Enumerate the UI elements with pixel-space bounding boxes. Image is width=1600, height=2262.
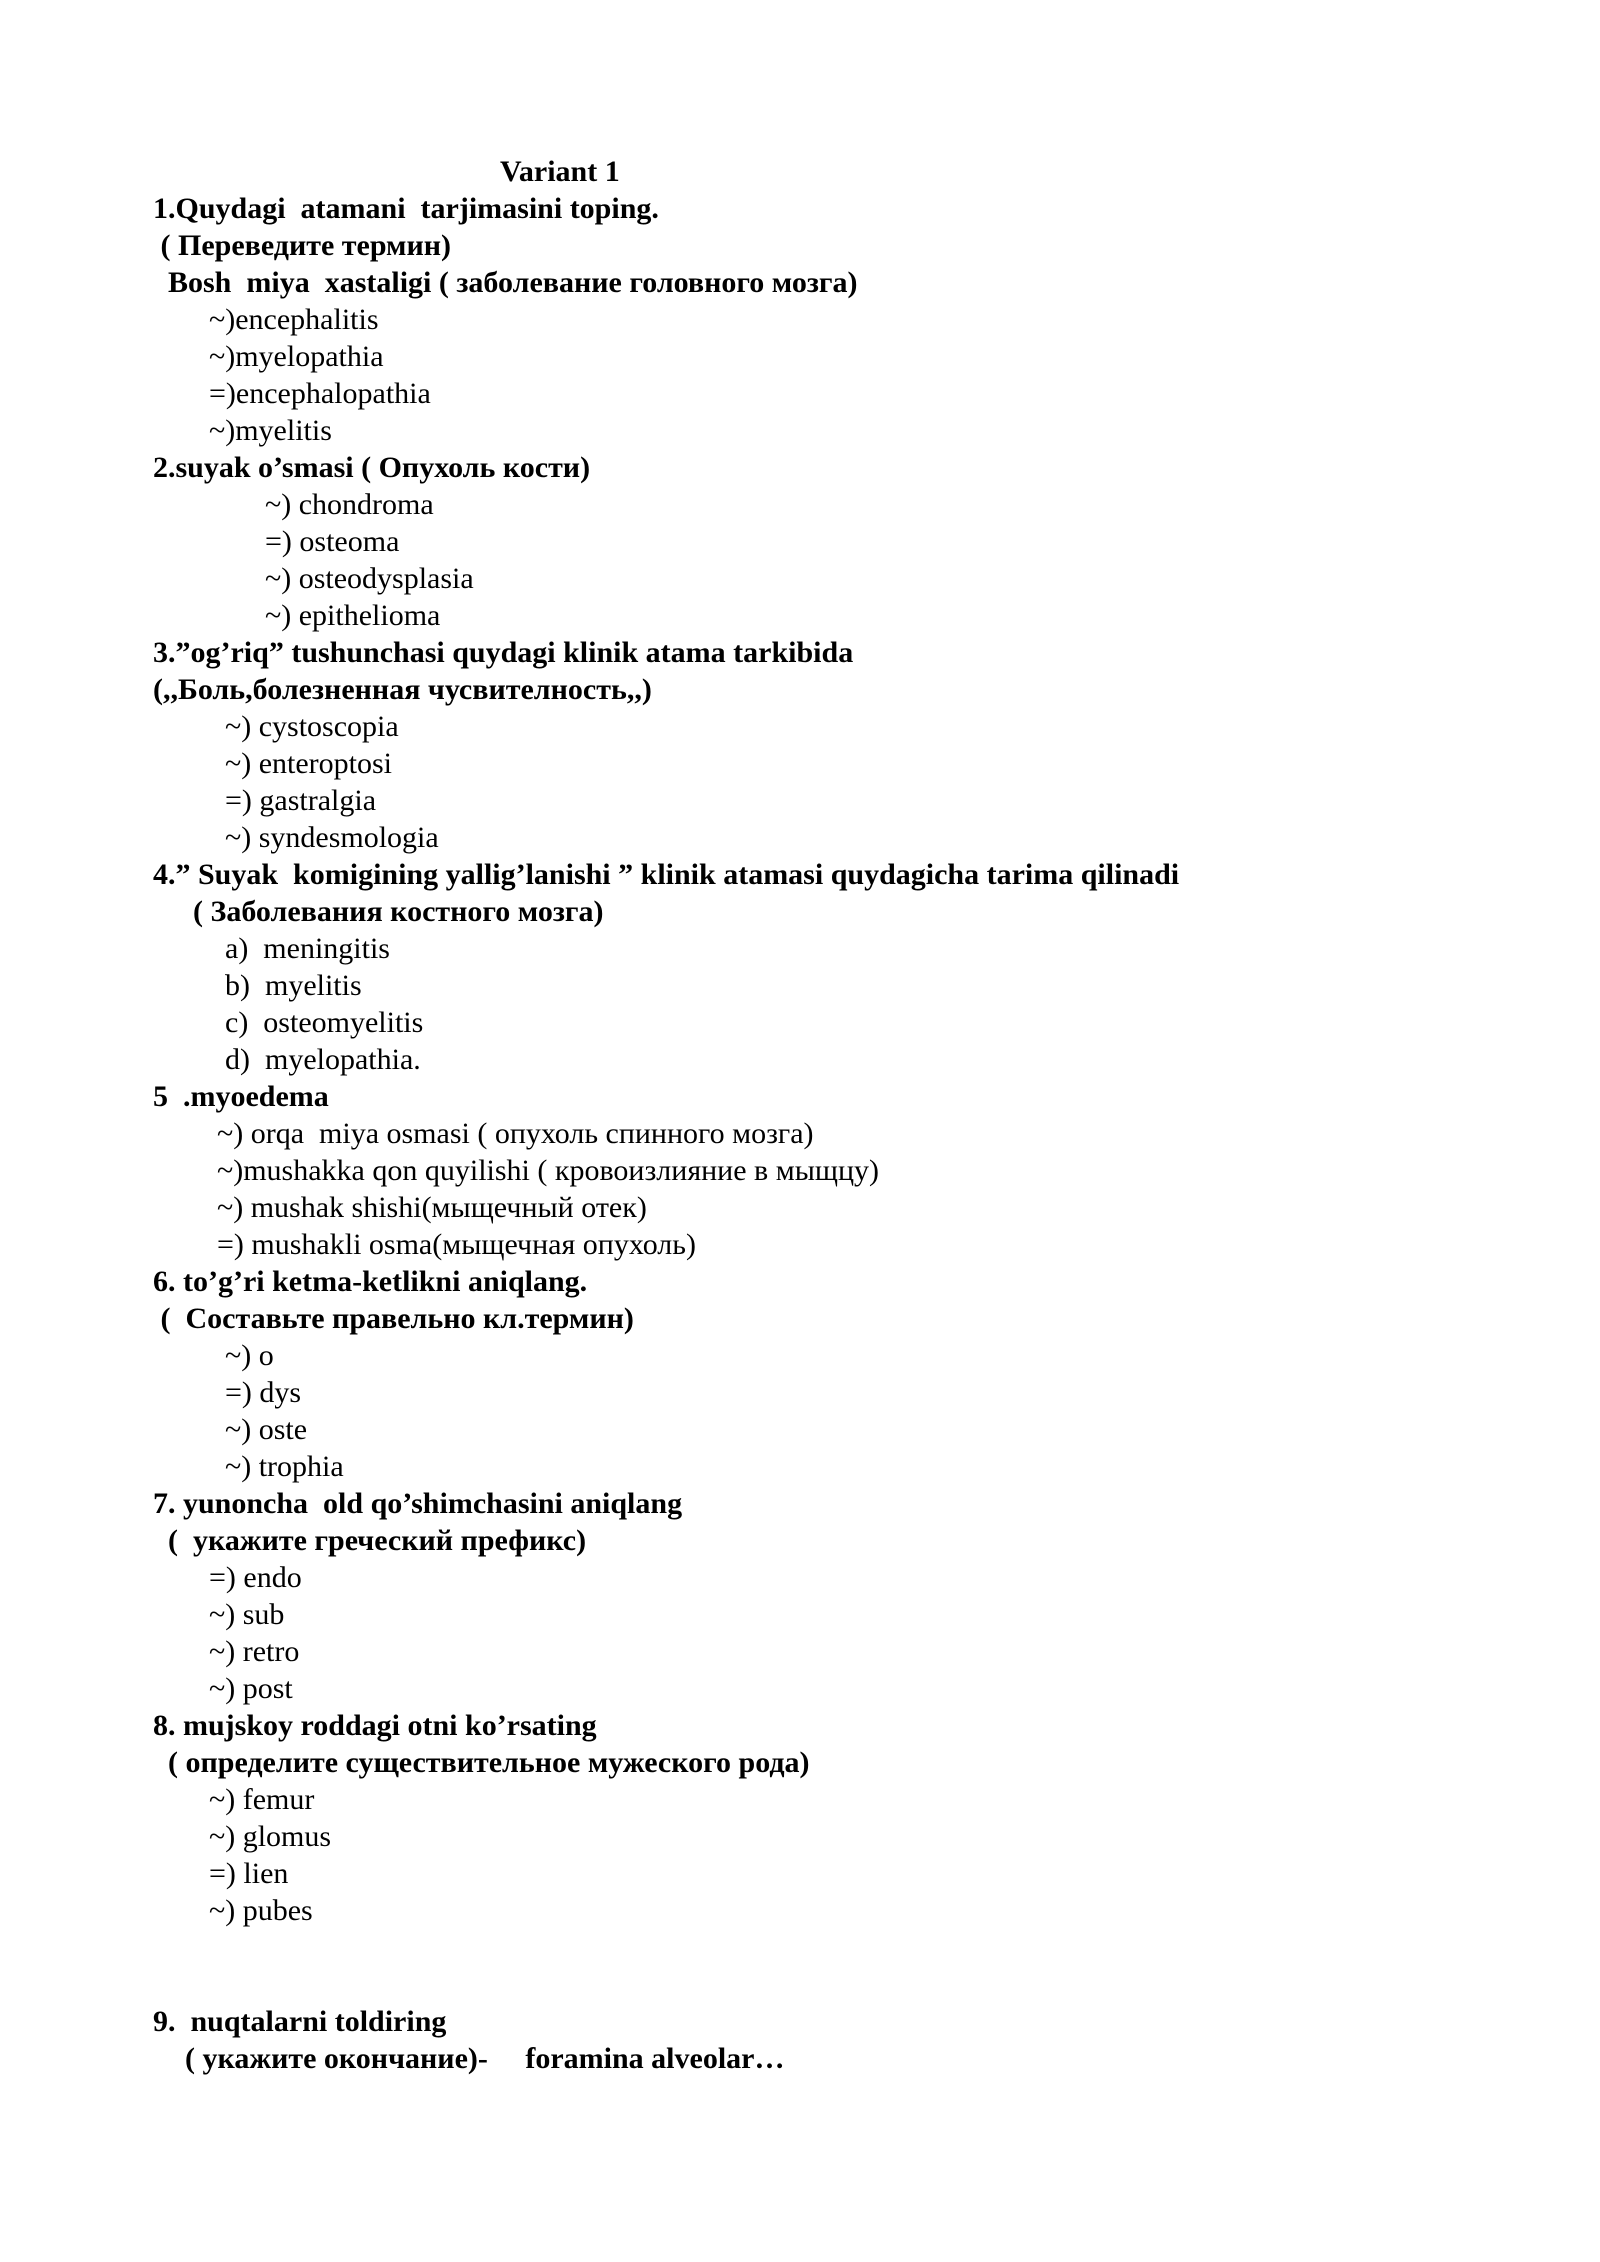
question-6-title: 6. to’g’ri ketma-ketlikni aniqlang.: [153, 1265, 588, 1298]
question-6-option: ~) trophia: [225, 1450, 344, 1483]
question-1-translation: ( Переведите термин): [153, 229, 452, 262]
question-3-option: ~) syndesmologia: [225, 821, 439, 854]
question-2-title: 2.suyak o’smasi ( Опухоль кости): [153, 451, 591, 484]
question-7-title: 7. yunoncha old qo’shimchasini aniqlang: [153, 1487, 683, 1520]
question-6-option: =) dys: [225, 1376, 302, 1409]
question-8-translation: ( определите существительное мужеского рода): [153, 1746, 810, 1779]
question-7-option: ~) sub: [209, 1598, 285, 1631]
question-3-title: 3.”og’riq” tushunchasi quydagi klinik atama tarkibida: [153, 636, 854, 669]
question-8-option: ~) pubes: [209, 1894, 313, 1927]
question-5-option: ~) mushak shishi(мыщечный отек): [217, 1191, 647, 1224]
question-8-option: ~) glomus: [209, 1820, 332, 1853]
question-4-translation: ( Заболевания костного мозга): [193, 895, 604, 928]
question-8-option: ~) femur: [209, 1783, 315, 1816]
question-3-option: ~) cystoscopia: [225, 710, 399, 743]
question-1-option: ~)encephalitis: [209, 303, 379, 336]
question-5-title: 5 .myoedema: [153, 1080, 329, 1113]
question-8-option: =) lien: [209, 1857, 289, 1890]
question-4-option: d) myelopathia.: [225, 1043, 421, 1076]
question-2-option: ~) chondroma: [265, 488, 434, 521]
question-7-option: =) endo: [209, 1561, 302, 1594]
question-9-prompt: ( укажите окончание)- foramina alveolar…: [185, 2042, 785, 2075]
question-6-option: ~) o: [225, 1339, 274, 1372]
question-7-option: ~) post: [209, 1672, 293, 1705]
question-1-title: 1.Quydagi atamani tarjimasini toping.: [153, 192, 659, 225]
question-6-option: ~) oste: [225, 1413, 308, 1446]
question-2-option: ~) osteodysplasia: [265, 562, 474, 595]
question-1-option: ~)myelopathia: [209, 340, 384, 373]
question-4-option: c) osteomyelitis: [225, 1006, 424, 1039]
question-1-option: =)encephalopathia: [209, 377, 431, 410]
question-4-option: b) myelitis: [225, 969, 362, 1002]
question-4-title: 4.” Suyak komigining yallig’lanishi ” klinik atamasi quydagicha tarima qilinadi: [153, 858, 1180, 891]
question-8-title: 8. mujskoy roddagi otni ko’rsating: [153, 1709, 597, 1742]
question-4-option: a) meningitis: [225, 932, 390, 965]
question-7-translation: ( укажите греческий префикс): [153, 1524, 587, 1557]
question-2-option: =) osteoma: [265, 525, 400, 558]
question-6-translation: ( Составьте правельно кл.термин): [153, 1302, 634, 1335]
question-5-option: ~)mushakka qon quyilishi ( кровоизлияние в мыщцу): [217, 1154, 880, 1187]
question-3-option: =) gastralgia: [225, 784, 377, 817]
question-1-term: Bosh miya xastaligi ( заболевание головного мозга): [153, 266, 858, 299]
question-1-option: ~)myelitis: [209, 414, 332, 447]
question-5-option: =) mushakli osma(мыщечная опухоль): [217, 1228, 696, 1261]
question-5-option: ~) orqa miya osmasi ( опухоль спинного мозга): [217, 1117, 814, 1150]
page-title: Variant 1: [500, 155, 620, 188]
question-7-option: ~) retro: [209, 1635, 300, 1668]
question-3-translation: (,,Боль,болезненная чусвителность,,): [153, 673, 652, 706]
question-9-title: 9. nuqtalarni toldiring: [153, 2005, 447, 2038]
question-2-option: ~) epithelioma: [265, 599, 441, 632]
question-3-option: ~) enteroptosi: [225, 747, 393, 780]
